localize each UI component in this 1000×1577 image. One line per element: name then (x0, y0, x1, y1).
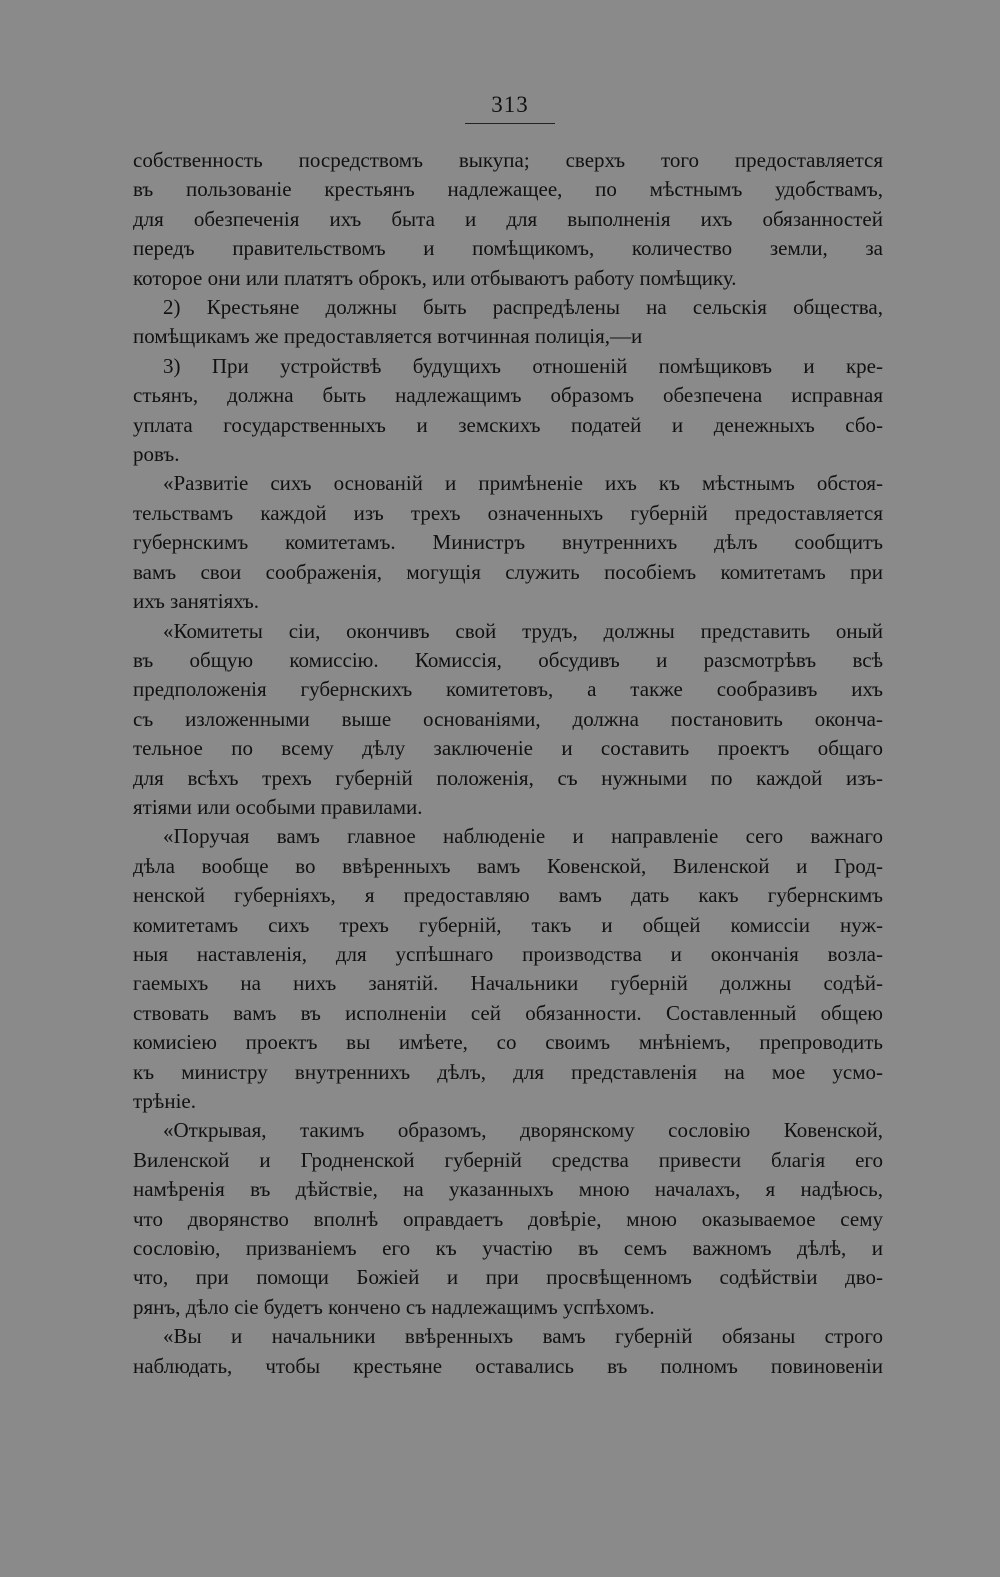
text-line: рянъ, дѣло сіе будетъ кончено съ надлежащимъ успѣхомъ. (133, 1294, 655, 1319)
text-line: сословію, призваніемъ его къ участію въ семъ важномъ дѣлѣ, и (133, 1236, 883, 1261)
text-line: предположенія губернскихъ комитетовъ, а также сообразивъ ихъ (133, 677, 883, 702)
text-body (133, 146, 883, 1381)
text-line: ствовать вамъ въ исполненіи сей обязанности. Составленный общею (133, 1000, 883, 1025)
text-line: 2) Крестьяне должны быть распредѣлены на сельскія общества, (163, 295, 883, 320)
text-line: гаемыхъ на нихъ занятій. Начальники губерній должны содѣй- (133, 971, 883, 996)
text-line: ятіями или особыми правилами. (133, 794, 423, 819)
text-line: стьянъ, должна быть надлежащимъ образомъ обезпечена исправная (133, 383, 883, 408)
text-line: «Поручая вамъ главное наблюденіе и направленіе сего важнаго (163, 824, 883, 849)
text-line: тельное по всему дѣлу заключеніе и составить проектъ общаго (133, 736, 883, 761)
text-line: къ министру внутреннихъ дѣлъ, для представленія на мое усмо- (133, 1059, 883, 1084)
text-line: что дворянство вполнѣ оправдаетъ довѣріе, мною оказываемое сему (133, 1206, 883, 1231)
text-line: дѣла вообще во ввѣренныхъ вамъ Ковенской, Виленской и Грод- (133, 853, 883, 878)
text-line: «Вы и начальники ввѣренныхъ вамъ губерній обязаны строго (163, 1324, 883, 1349)
paragraph (133, 1322, 883, 1381)
text-line: передъ правительствомъ и помѣщикомъ, количество земли, за (133, 236, 883, 261)
text-line: комисіею проектъ вы имѣете, со своимъ мнѣніемъ, препроводить (133, 1030, 883, 1055)
text-line: въ пользованіе крестьянъ надлежащее, по мѣстнымъ удобствамъ, (133, 177, 883, 202)
text-line: помѣщикамъ же предоставляется вотчинная полиція,—и (133, 324, 643, 349)
text-line: что, при помощи Божіей и при просвѣщенномъ содѣйствіи дво- (133, 1265, 883, 1290)
paragraph (133, 1116, 883, 1322)
text-line: «Открывая, такимъ образомъ, дворянскому сословію Ковенской, (163, 1118, 883, 1143)
text-line: комитетамъ сихъ трехъ губерній, такъ и общей комиссіи нуж- (133, 912, 883, 937)
text-line: въ общую комиссію. Комиссія, обсудивъ и разсмотрѣвъ всѣ (133, 647, 883, 672)
text-line: для обезпеченія ихъ быта и для выполненія ихъ обязанностей (133, 206, 883, 231)
text-line: которое они или платятъ оброкъ, или отбываютъ работу помѣщику. (133, 265, 737, 290)
text-line: вамъ свои соображенія, могущія служить пособіемъ комитетамъ при (133, 559, 883, 584)
paragraph (133, 293, 883, 352)
text-line: трѣніе. (133, 1089, 196, 1113)
text-line: губернскимъ комитетамъ. Министръ внутреннихъ дѣлъ сообщитъ (133, 530, 883, 555)
paragraph (133, 822, 883, 1116)
paragraph (133, 469, 883, 616)
text-line: «Развитіе сихъ основаній и примѣненіе ихъ къ мѣстнымъ обстоя- (163, 471, 883, 496)
text-line: ровъ. (133, 442, 180, 467)
text-line: наблюдать, чтобы крестьяне оставались въ полномъ повиновеніи (133, 1353, 883, 1378)
text-line: тельствамъ каждой изъ трехъ означенныхъ губерній предоставляется (133, 500, 883, 525)
page-number-rule (465, 123, 555, 124)
text-line: Виленской и Гродненской губерній средства привести благія его (133, 1147, 883, 1172)
paragraph (133, 146, 883, 293)
text-line: 3) При устройствѣ будущихъ отношеній помѣщиковъ и кре- (163, 353, 883, 378)
page-number: 313 (491, 92, 529, 117)
text-line: для всѣхъ трехъ губерній положенія, съ нужными по каждой изъ- (133, 765, 883, 790)
paragraph (133, 352, 883, 470)
text-line: ныя наставленія, для успѣшнаго производства и окончанія возла- (133, 941, 883, 966)
text-line: «Комитеты сіи, окончивъ свой трудъ, должны представить оный (163, 618, 883, 643)
text-line: намѣренія въ дѣйствіе, на указанныхъ мною началахъ, я надѣюсь, (133, 1177, 883, 1202)
text-line: ихъ занятіяхъ. (133, 589, 260, 614)
text-line: ненской губерніяхъ, я предоставляю вамъ дать какъ губернскимъ (133, 883, 883, 908)
text-line: съ изложенными выше основаніями, должна постановить оконча- (133, 706, 883, 731)
paragraph (133, 617, 883, 823)
text-line: уплата государственныхъ и земскихъ податей и денежныхъ сбо- (133, 412, 883, 437)
text-line: собственность посредствомъ выкупа; сверхъ того предоставляется (133, 148, 883, 172)
